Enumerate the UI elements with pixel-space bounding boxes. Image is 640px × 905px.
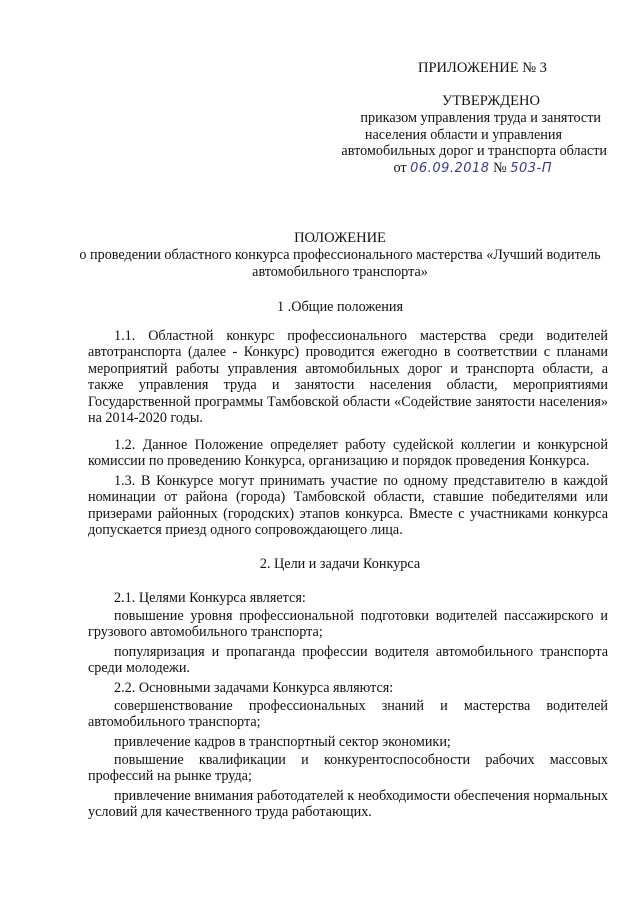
order-line-2: населения области и управления	[364, 126, 562, 143]
order-line-3: автомобильных дорог и транспорта области	[341, 143, 607, 160]
appendix-label: ПРИЛОЖЕНИЕ № 3	[418, 60, 547, 76]
handwritten-number: 503-П	[510, 160, 552, 176]
paragraph-1-1: 1.1. Областной конкурс профессионального мастерства среди водителей автотранспорта (далее - Конкурс) проводится ежегодно в соответствии с планами мероприятий работы управления автомобильных дорог и транспорта области, а также управления труда и занятости населения области, мероприятиями Государственной программы Тамбовской области «Содействие занятости населения» на 2014-2020 годы.	[88, 328, 608, 427]
approved-label: УТВЕРЖДЕНО	[442, 93, 540, 109]
paragraph-2-2: 2.2. Основными задачами Конкурса являются:	[114, 680, 394, 696]
handwritten-date: 06.09.2018	[410, 160, 490, 176]
order-line-1: приказом управления труда и занятости	[360, 110, 601, 127]
approval-block	[287, 93, 607, 177]
number-prefix: №	[493, 159, 507, 176]
task-item-2: привлечение кадров в транспортный сектор экономики;	[114, 734, 451, 750]
paragraph-2-1: 2.1. Целями Конкурса является:	[114, 590, 306, 606]
section-2-heading: 2. Цели и задачи Конкурса	[259, 556, 421, 572]
task-item-4: привлечение внимания работодателей к необходимости обеспечения нормальных условий для качественного труда работающих.	[88, 788, 608, 821]
title-block	[60, 230, 620, 280]
date-prefix: от	[393, 159, 407, 176]
paragraph-1-3: 1.3. В Конкурсе могут принимать участие по одному представителю в каждой номинации от района (города) Тамбовской области, ставшие победителями или призерами районных (городских) этапов конкурса. Вместе с участниками конкурса допускается приезд одного сопровождающего лица.	[88, 473, 608, 539]
goal-item-1: повышение уровня профессиональной подготовки водителей пассажирского и грузового автомобильного транспорта;	[88, 608, 608, 641]
task-item-3: повышение квалификации и конкурентоспособности рабочих массовых профессий на рынке труда;	[88, 752, 608, 785]
document-title: ПОЛОЖЕНИЕ	[294, 230, 386, 246]
paragraph-1-2: 1.2. Данное Положение определяет работу судейской коллегии и конкурсной комиссии по проведению Конкурса, организацию и порядок проведения Конкурса.	[88, 437, 608, 470]
order-date-line	[287, 160, 607, 177]
document-subtitle: о проведении областного конкурса профессионального мастерства «Лучший водитель автомобильного транспорта»	[79, 247, 601, 280]
task-item-1: совершенствование профессиональных знаний и мастерства водителей автомобильного транспорта;	[88, 698, 608, 731]
section-1-heading: 1 .Общие положения	[277, 299, 403, 315]
goal-item-2: популяризация и пропаганда профессии водителя автомобильного транспорта среди молодежи.	[88, 644, 608, 677]
